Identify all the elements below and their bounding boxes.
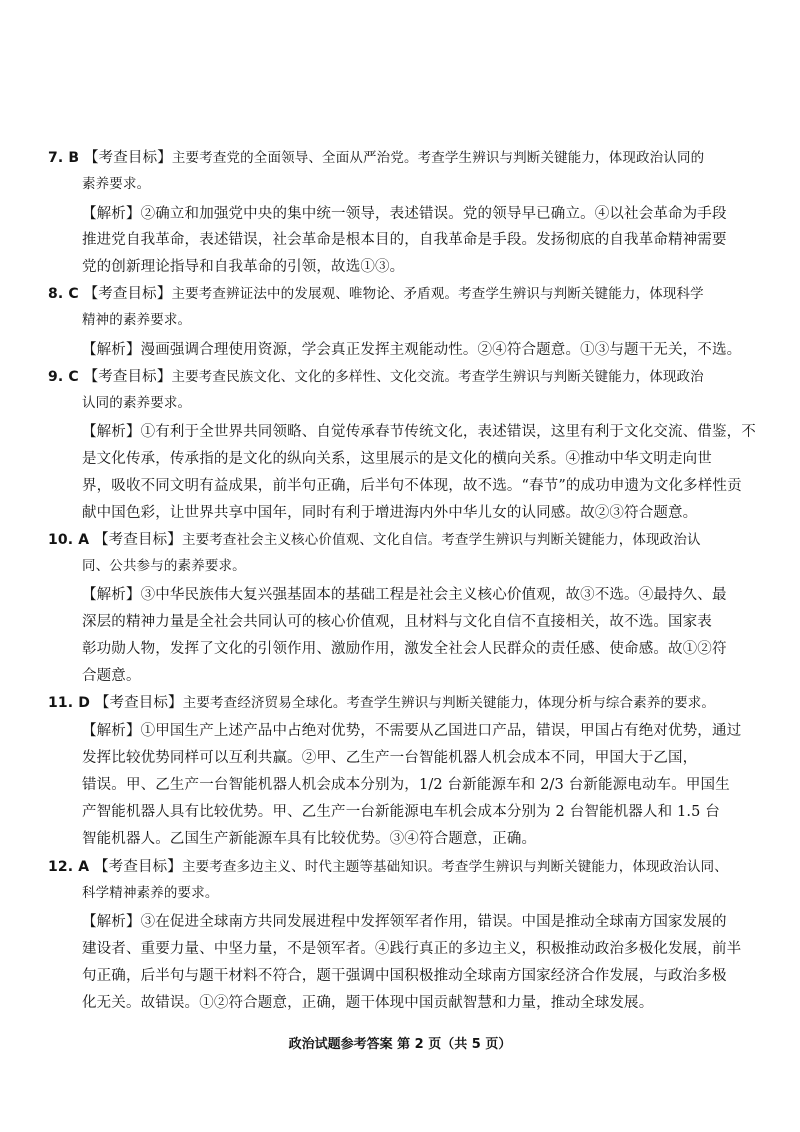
item-7-number: 7. B [48,150,80,166]
item-10-first-line [48,530,701,550]
page-footer: 政治试题参考答案 第 2 页（共 5 页） [288,1037,512,1052]
item-9-goal-line-1: 主要考查民族文化、文化的多样性、文化交流。考查学生辨识与判断关键能力，体现政治 [171,369,704,385]
item-12-number: 12. A [48,859,90,875]
item-10-goal-line-2: 同、公共参与的素养要求。 [82,558,246,574]
item-11-goal-line-1: 主要考查经济贸易全球化。考查学生辨识与判断关键能力，体现分析与综合素养的要求。 [182,695,716,711]
item-12-first-line [48,857,728,877]
item-7-analysis-line-1: 【解析】②确立和加强党中央的集中统一领导，表述错误。党的领导早已确立。④以社会革命为手段 [82,206,727,222]
item-11-analysis-line-2: 发挥比较优势同样可以互利共赢。②甲、乙生产一台智能机器人机会成本不同，甲国大于乙国， [82,750,698,766]
item-7-analysis-line-3: 党的创新理论指导和自我革命的引领，故选①③。 [82,259,405,275]
item-9-analysis-line-2: 是文化传承，传承指的是文化的纵向关系，这里展示的是文化的横向关系。④推动中华文明走向世 [82,451,712,467]
item-9-number: 9. C [48,369,79,385]
item-11-first-line [48,693,715,713]
item-7-analysis-line-2: 推进党自我革命，表述错误，社会革命是根本目的，自我革命是手段。发扬彻底的自我革命精神需要 [82,232,727,248]
item-11-analysis-tag: 【解析】 [82,723,141,739]
item-8-first-line [48,284,704,304]
item-10-analysis-line-2: 深层的精神力量是全社会共同认可的核心价值观，且材料与文化自信不直接相关，故不选。国家表 [82,614,712,630]
item-10-goal-line-1: 主要考查社会主义核心价值观、文化自信。考查学生辨识与判断关键能力，体现政治认 [181,532,701,548]
item-12-analysis-line-4: 化无关。故错误。①②符合题意，正确，题干体现中国贡献智慧和力量，推动全球发展。 [82,995,654,1011]
item-12-goal-line-2: 科学精神素养的要求。 [82,885,219,901]
item-7-first-line [48,148,704,168]
item-8-number: 8. C [48,286,79,302]
item-7-analysis-tag: 【解析】 [82,206,141,222]
item-9-analysis-line-4: 献中国色彩，让世界共享中国年，同时有利于增进海内外中华儿女的认同感。故②③符合题意。 [82,505,698,521]
item-12-analysis-line-3: 句正确，后半句与题干材料不符合，题干强调中国积极推动全球南方国家经济合作发展，与政治多极 [82,968,727,984]
item-10-analysis-line-3: 彰功勋人物，发挥了文化的引领作用、激励作用，激发全社会人民群众的责任感、使命感。故①②符 [82,641,727,657]
item-10-analysis-tag: 【解析】 [82,587,141,603]
item-8-analysis-line-1: 【解析】漫画强调合理使用资源，学会真正发挥主观能动性。②④符合题意。①③与题干无关，不选。 [82,342,742,358]
item-9-analysis-tag: 【解析】 [82,424,141,440]
item-11-analysis-line-1: 【解析】①甲国生产上述产品中占绝对优势，不需要从乙国进口产品，错误，甲国占有绝对优势，通过 [82,723,742,739]
item-8-analysis-tag: 【解析】 [82,342,141,358]
item-7-goal-tag: 【考查目标】 [83,150,172,166]
item-10-analysis-line-1: 【解析】③中华民族伟大复兴强基固本的基础工程是社会主义核心价值观，故③不选。④最持久、最 [82,587,727,603]
item-9-goal-line-2: 认同的素养要求。 [82,395,192,411]
item-11-number: 11. D [48,695,91,711]
item-9-first-line [48,367,704,387]
item-12-analysis-tag: 【解析】 [82,914,141,930]
item-11-goal-tag: 【考查目标】 [94,695,183,711]
item-7-goal-line-1: 主要考查党的全面领导、全面从严治党。考查学生辨识与判断关键能力，体现政治认同的 [171,150,705,166]
item-9-analysis-line-3: 界，吸收不同文明有益成果，前半句正确，后半句不体现，故不选。“春节”的成功申遗为文化多样性贡 [82,478,742,494]
item-11-analysis-line-4: 产智能机器人具有比较优势。甲、乙生产一台新能源电车机会成本分别为 2 台智能机器人和 1.5 台 [82,804,720,820]
item-8-goal-tag: 【考查目标】 [83,286,172,302]
item-8-goal-line-1: 主要考查辨证法中的发展观、唯物论、矛盾观。考查学生辨识与判断关键能力，体现科学 [171,286,704,302]
item-11-analysis-line-5: 智能机器人。乙国生产新能源车具有比较优势。③④符合题意，正确。 [82,831,537,847]
item-10-goal-tag: 【考查目标】 [94,532,182,548]
item-12-goal-line-1: 主要考查多边主义、时代主题等基础知识。考查学生辨识与判断关键能力，体现政治认同、 [181,859,728,875]
item-10-analysis-line-4: 合题意。 [82,668,141,684]
item-9-goal-tag: 【考查目标】 [83,369,172,385]
item-9-analysis-line-1: 【解析】①有利于全世界共同领略、自觉传承春节传统文化，表述错误，这里有利于文化交流、借鉴，不 [82,424,756,440]
item-12-analysis-line-1: 【解析】③在促进全球南方共同发展进程中发挥领军者作用，错误。中国是推动全球南方国家发展的 [82,914,727,930]
item-12-analysis-line-2: 建设者、重要力量、中坚力量，不是领军者。④践行真正的多边主义，积极推动政治多极化发展，前半 [82,941,742,957]
item-10-number: 10. A [48,532,90,548]
item-7-goal-line-2: 素养要求。 [82,176,151,192]
item-11-analysis-line-3: 错误。甲、乙生产一台智能机器人机会成本分别为，1/2 台新能源车和 2/3 台新能源电动车。甲国生 [82,777,730,793]
item-12-goal-tag: 【考查目标】 [94,859,182,875]
item-8-goal-line-2: 精神的素养要求。 [82,312,192,328]
